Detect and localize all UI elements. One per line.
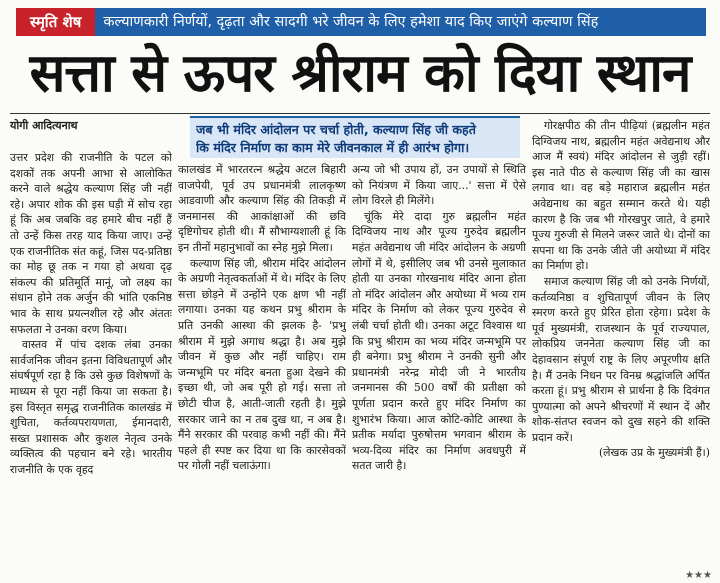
paragraph: कालखंड में भारतरत्न श्रद्धेय अटल बिहारी वाजपेयी, पूर्व उप प्रधानमंत्री लालकृष्ण आडवाणी और कल्याण सिंह की तिकड़ी में जनमानस की आकांक्षाओं की छवि दृष्टिगोचर होती थी। मैं सौभाग्यशाली हूं कि इन तीनों महानुभावों का स्नेह मुझे मिला। (178, 163, 346, 254)
end-mark: ★★★ (685, 570, 712, 581)
article-column-2 (178, 162, 346, 570)
author-note: (लेखक उप्र के मुख्यमंत्री हैं।) (598, 446, 710, 460)
article-column-1 (10, 150, 172, 570)
headline: सत्ता से ऊपर श्रीराम को दिया स्थान (29, 43, 691, 104)
pull-quote-line-1: जब भी मंदिर आंदोलन पर चर्चा होती, कल्याण सिंह जी कहते (196, 122, 476, 137)
subheadline: कल्याणकारी निर्णयों, दृढ़ता और सादगी भरे जीवन के लिए हमेशा याद किए जाएंगे कल्याण सिंह (95, 8, 706, 36)
paragraph: कल्याण सिंह जी, श्रीराम मंदिर आंदोलन के अग्रणी नेतृत्वकर्ताओं में थे। मंदिर के लिए सत्ता छोड़ने में उन्होंने एक क्षण भी नहीं लगाया। उनका यह कथन प्रभु श्रीराम के प्रति उनकी आस्था की झलक है- 'प्रभु श्रीराम में मुझे अगाध श्रद्धा है। अब मुझे जीवन में कुछ और नहीं चाहिए। राम जन्मभूमि पर मंदिर बनता हुआ देखने की इच्छा थी, जो अब पूरी हो गई। सत्ता तो छोटी चीज है, आती-जाती रहती है। मुझे सरकार जाने का न तब दुख था, न अब है। मैंने सरकार की परवाह कभी नहीं की। मैंने पहले ही स्पष्ट कर दिया था कि कारसेवकों पर गोली नहीं चलाऊंगा। (178, 256, 346, 473)
paragraph: चूंकि मेरे दादा गुरु ब्रह्मलीन महंत दिग्विजय नाथ और पूज्य गुरुदेव ब्रह्मलीन महंत अवेद्यनाथ जी मंदिर आंदोलन के अग्रणी लोगों में थे, इसीलिए जब भी उनसे मुलाकात होती या उनका गोरखनाथ मंदिर आना होता तो मंदिर आंदोलन और अयोध्या में भव्य राम मंदिर के निर्माण को लेकर पूज्य गुरुदेव से लंबी चर्चा होती थी। उनका अटूट विश्वास था कि प्रभु श्रीराम का भव्य मंदिर जन्मभूमि पर ही बनेगा। प्रभु श्रीराम ने उनकी सुनी और प्रधानमंत्री नरेन्द्र मोदी जी ने भारतीय जनमानस की 500 वर्षों की प्रतीक्षा को पूर्णता प्रदान करते हुए मंदिर निर्माण का शुभारंभ किया। आज कोटि-कोटि आस्था के प्रतीक मर्यादा पुरुषोत्तम भगवान श्रीराम के भव्य-दिव्य मंदिर का निर्माण अवधपुरी में सतत जारी है। (352, 209, 526, 473)
paragraph: उत्तर प्रदेश की राजनीति के पटल को दशकों तक अपनी आभा से आलोकित करने वाले श्रद्धेय कल्याण सिंह जी नहीं रहे। अपार शोक की इस घड़ी में सोच रहा हूं कि अब जबकि वह हमारे बीच नहीं हैं तो उन्हें किस तरह याद किया जाए। उन्हें एक राजनीतिक संत कहूं, जिस पद-प्रतिष्ठा का मोह छू तक न गया हो अथवा दृढ़ संकल्प की प्रतिमूर्ति मानूं, जो लक्ष्य का संधान होने तक अर्जुन की भांति एकनिष्ठ भाव के साथ प्रयत्नशील रहे और अंततः सफलता ने उनका वरण किया। (10, 151, 172, 336)
paragraph: गोरक्षपीठ की तीन पीढ़ियां (ब्रह्मलीन महंत दिग्विजय नाथ, ब्रह्मलीन महंत अवेद्यनाथ और आज मैं स्वयं) मंदिर आंदोलन से जुड़ी रहीं। इस नाते पीठ से कल्याण सिंह जी का खास लगाव था। वह बड़े महाराज ब्रह्मलीन महंत अवेद्यनाथ का बहुत सम्मान करते थे। यही कारण है कि जब भी गोरखपुर जाते, वे हमारे पूज्य गुरुजी से मिलने जरूर जाते थे। दोनों का सपना था कि उनके जीते जी अयोध्या में मंदिर का निर्माण हो। (532, 119, 710, 273)
article-column-4 (532, 118, 710, 570)
paragraph: वास्तव में पांच दशक लंबा उनका सार्वजनिक जीवन इतना विविधतापूर्ण और संघर्षपूर्ण रहा है कि उसे कुछ विशेषणों के माध्यम से पूरा नहीं किया जा सकता है। इस विस्तृत समृद्ध राजनीतिक कालखंड में शुचिता, कर्तव्यपरायणता, ईमानदारी, सख्त प्रशासक और कुशल नेतृत्व उनके व्यक्तित्व की पहचान बने रहे। भारतीय राजनीति के एक वृहद (10, 338, 172, 476)
pull-quote-line-2: कि मंदिर निर्माण का काम मेरे जीवनकाल में ही आरंभ होगा। (196, 140, 470, 155)
headline-rule (10, 113, 710, 114)
article-column-3 (352, 162, 526, 570)
pull-quote (190, 116, 520, 158)
paragraph: अन्य जो भी उपाय हों, उन उपायों से स्थिति को नियंत्रण में किया जाए...' सत्ता में ऐसे लोग विरले ही मिलेंगे। (352, 163, 526, 208)
section-kicker: स्मृति शेष (16, 8, 95, 36)
byline: योगी आदित्यनाथ (10, 119, 78, 132)
paragraph: समाज कल्याण सिंह जी को उनके निर्णयों, कर्तव्यनिष्ठा व शुचितापूर्ण जीवन के लिए स्मरण करते हुए प्रेरित होता रहेगा। प्रदेश के पूर्व मुख्यमंत्री, राजस्थान के पूर्व राज्यपाल, लोकप्रिय जननेता कल्याण सिंह जी का देहावसान संपूर्ण राष्ट्र के लिए अपूरणीय क्षति है। मैं उनके निधन पर विनम्र श्रद्धांजलि अर्पित करता हूं। प्रभु श्रीराम से प्रार्थना है कि दिवंगत पुण्यात्मा को अपने श्रीचरणों में स्थान दें और शोक-संतप्त स्वजन को दुख सहने की शक्ति प्रदान करें। (532, 274, 710, 444)
header-band (16, 8, 706, 36)
